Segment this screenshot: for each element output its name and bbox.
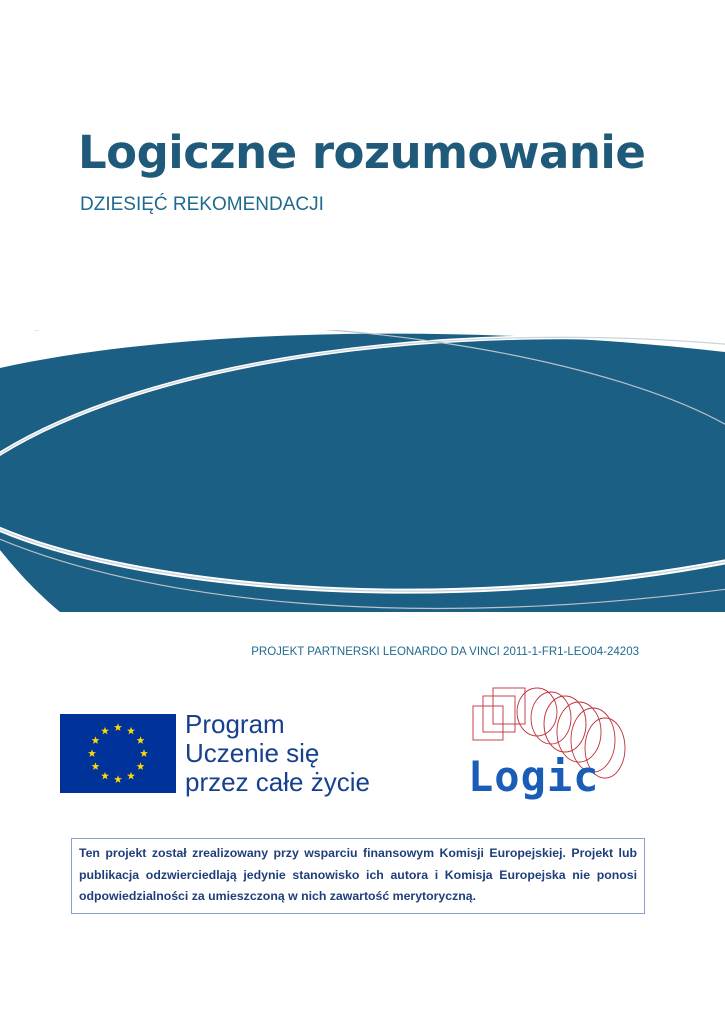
program-line-3: przez całe życie	[185, 767, 370, 797]
program-line-1: Program	[185, 709, 285, 739]
program-logo-text	[185, 710, 370, 797]
document-title: Logiczne rozumowanie	[78, 126, 646, 179]
logic-wordmark: Logic	[468, 752, 600, 801]
eu-flag-icon	[60, 714, 176, 793]
disclaimer-box: Ten projekt został zrealizowany przy wsparciu finansowym Komisji Europejskiej. Projekt lub publikacja odzwierciedlają jedynie stanowisko ich autora i Komisja Europejska nie ponosi odpowiedzialności za umieszczoną w nich zawartość merytoryczną.	[71, 838, 645, 914]
document-subtitle: DZIESIĘĆ REKOMENDACJI	[80, 194, 324, 215]
project-reference: PROJEKT PARTNERSKI LEONARDO DA VINCI 2011-1-FR1-LEO04-24203	[251, 646, 639, 658]
decorative-swoosh-band	[0, 330, 725, 620]
program-line-2: Uczenie się	[185, 738, 320, 768]
